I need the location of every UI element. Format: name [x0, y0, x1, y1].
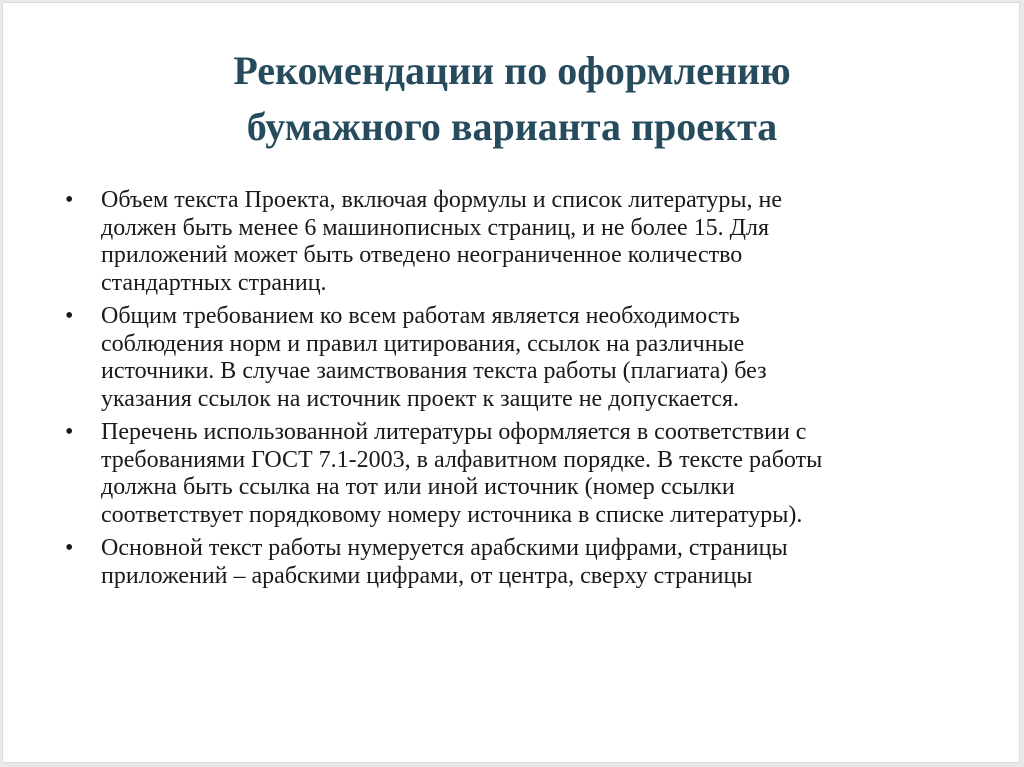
slide-title-line-1: Рекомендации по оформлению	[233, 48, 791, 93]
bullet-item-page-numbering	[65, 535, 965, 590]
bullet-text-line: указания ссылок на источник проект к защите не допускается.	[101, 385, 739, 412]
bullet-item-citation-rules	[65, 303, 965, 413]
bullet-text-line: соблюдения норм и правил цитирования, ссылок на различные	[101, 330, 745, 357]
bullet-text-line: должен быть менее 6 машинописных страниц, и не более 15. Для	[101, 214, 770, 241]
bullet-text-line: источники. В случае заимствования текста работы (плагиата) без	[101, 358, 767, 384]
bullet-text-line: Перечень использованной литературы оформляется в соответствии с	[101, 419, 807, 445]
bullet-icon: •	[65, 419, 74, 445]
bullet-text-line: соответствует порядковому номеру источника в списке литературы).	[101, 501, 803, 528]
slide	[2, 2, 1020, 763]
bullet-text-line: Общим требованием ко всем работам является необходимость	[101, 303, 740, 329]
bullet-item-text-volume	[65, 187, 965, 297]
bullet-icon: •	[65, 187, 74, 213]
bullet-text-line: требованиями ГОСТ 7.1-2003, в алфавитном порядке. В тексте работы	[101, 446, 823, 473]
bullet-text-line: Основной текст работы нумеруется арабскими цифрами, страницы	[101, 535, 788, 561]
slide-title	[63, 43, 961, 155]
bullet-text-line: Объем текста Проекта, включая формулы и список литературы, не	[101, 187, 782, 213]
bullet-text-line: приложений может быть отведено неограниченное количество	[101, 242, 743, 268]
bullet-text-line: должна быть ссылка на тот или иной источник (номер ссылки	[101, 474, 735, 500]
bullet-icon: •	[65, 303, 74, 329]
slide-title-line-2: бумажного варианта проекта	[246, 104, 778, 149]
bullet-list	[65, 187, 965, 596]
bullet-text-line: стандартных страниц.	[101, 269, 327, 296]
bullet-item-bibliography	[65, 419, 965, 529]
bullet-icon: •	[65, 535, 74, 561]
bullet-text-line: приложений – арабскими цифрами, от центра, сверху страницы	[101, 562, 753, 589]
